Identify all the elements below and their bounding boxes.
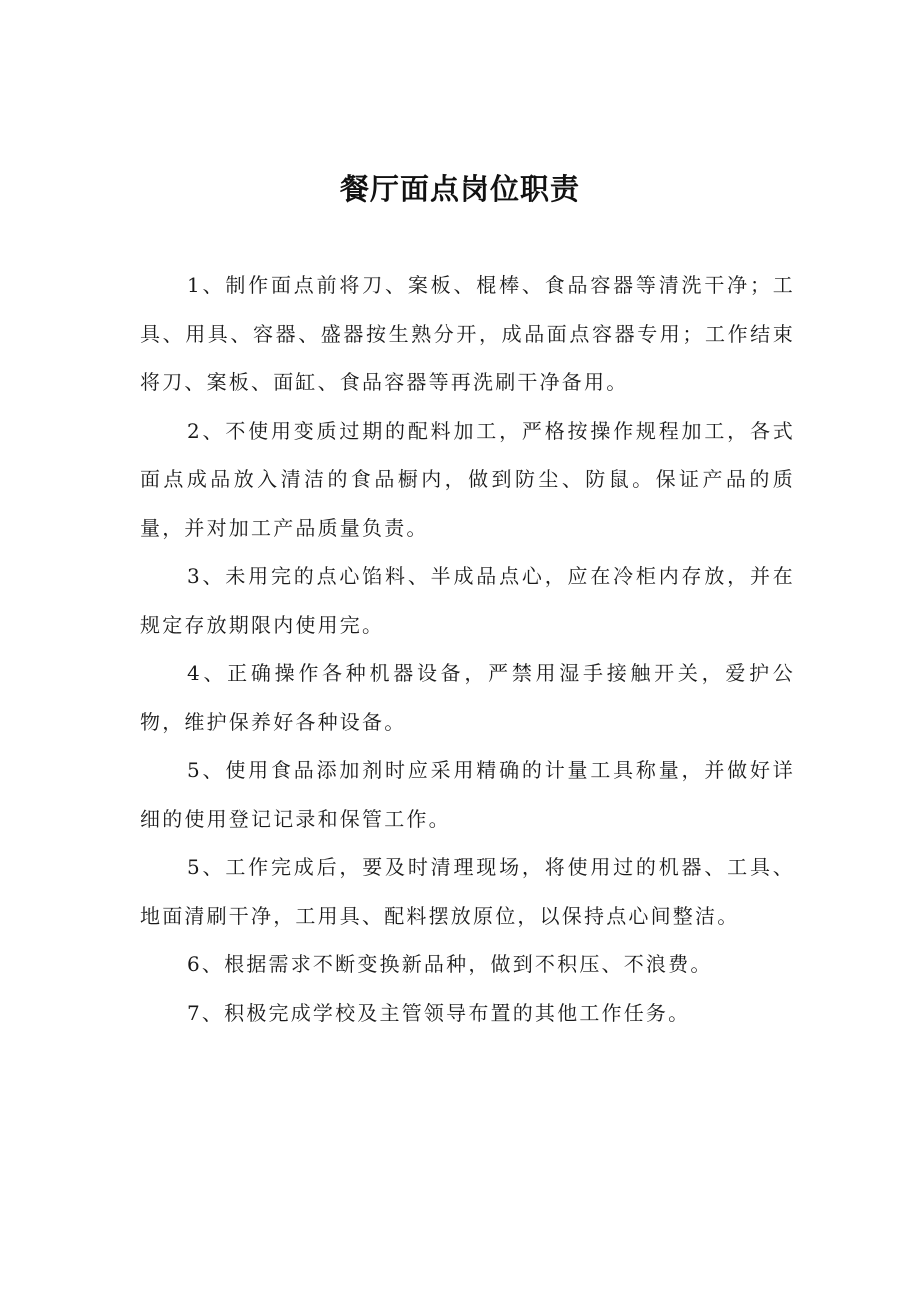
page-title: 餐厅面点岗位职责 (339, 172, 580, 206)
duty-paragraph-1: 1、制作面点前将刀、案板、棍棒、食品容器等清洗干净；工具、用具、容器、盛器按生熟分开，成品面点容器专用；工作结束将刀、案板、面缸、食品容器等再洗刷干净备用。 (140, 273, 795, 394)
duty-paragraph-2: 2、不使用变质过期的配料加工，严格按操作规程加工，各式面点成品放入清洁的食品橱内，做到防尘、防鼠。保证产品的质量，并对加工产品质量负责。 (140, 418, 795, 540)
duty-paragraph-4: 4、正确操作各种机器设备，严禁用湿手接触开关，爱护公物，维护保养好各种设备。 (140, 661, 795, 734)
document-body (140, 261, 795, 1037)
duty-paragraph-6: 5、工作完成后，要及时清理现场，将使用过的机器、工具、地面清刷干净，工用具、配料摆放原位，以保持点心间整洁。 (140, 855, 795, 928)
duty-paragraph-3: 3、未用完的点心馅料、半成品点心，应在冷柜内存放，并在规定存放期限内使用完。 (140, 564, 795, 637)
duty-paragraph-5: 5、使用食品添加剂时应采用精确的计量工具称量，并做好详细的使用登记记录和保管工作。 (140, 758, 795, 831)
duty-paragraph-8: 7、积极完成学校及主管领导布置的其他工作任务。 (187, 1000, 691, 1025)
duty-paragraph-7: 6、根据需求不断变换新品种，做到不积压、不浪费。 (187, 952, 713, 976)
